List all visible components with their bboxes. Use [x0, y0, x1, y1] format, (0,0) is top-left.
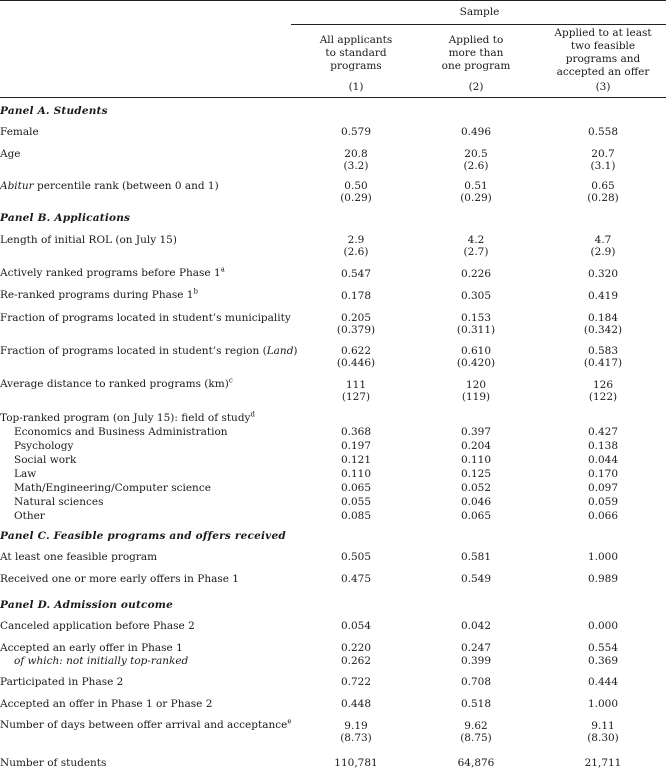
table-cell: 4.2: [467, 234, 485, 246]
table-cell: 111: [345, 379, 367, 391]
table-cell: 0.583: [587, 345, 619, 357]
row-label-text: Fraction of programs located in student’s region (: [0, 345, 267, 357]
panel-a-title: Panel A. Students: [0, 105, 108, 117]
table-cell-se: (0.446): [336, 357, 376, 369]
table-cell: 0.581: [460, 551, 492, 563]
col1-header: [291, 34, 421, 73]
table-cell: 0.305: [460, 290, 492, 302]
col1-header-line: All applicants: [319, 34, 393, 46]
table-cell: 0.622: [340, 345, 372, 357]
table-cell: 0.444: [587, 676, 619, 688]
table-cell: 0.059: [587, 496, 619, 508]
row-label-text: Re-ranked programs during Phase 1: [0, 289, 194, 301]
table-cell: 0.558: [587, 126, 619, 138]
table-cell: 0.170: [587, 468, 619, 480]
table-cell: 0.000: [587, 620, 619, 632]
row-label: Length of initial ROL (on July 15): [0, 234, 177, 246]
table-cell: 0.097: [587, 482, 619, 494]
table-cell: 0.226: [460, 268, 492, 280]
col3-header-line: two feasible: [570, 40, 636, 52]
table-cell: 0.153: [460, 312, 492, 324]
row-label: [0, 378, 233, 390]
header-bottom-rule: [0, 97, 666, 98]
table-cell: 0.369: [587, 655, 619, 667]
table-cell-se: (8.30): [587, 732, 619, 744]
row-label: Social work: [14, 454, 77, 466]
table-cell: 0.138: [587, 440, 619, 452]
row-label: [0, 289, 198, 301]
table-cell: 0.184: [587, 312, 619, 324]
row-label: Psychology: [14, 440, 74, 452]
row-label: Age: [0, 148, 21, 160]
row-label: [0, 345, 298, 357]
table-cell: 0.708: [460, 676, 492, 688]
table-cell: 0.51: [464, 180, 488, 192]
row-label: Accepted an early offer in Phase 1: [0, 642, 183, 654]
table-cell: 0.610: [460, 345, 492, 357]
table-cell-se: (2.7): [463, 246, 489, 258]
footnote-marker: e: [287, 717, 292, 726]
table-cell-se: (122): [588, 391, 618, 403]
table-cell: 20.8: [344, 148, 368, 160]
col2-header-line: one program: [441, 60, 511, 72]
col2-header: [411, 34, 541, 73]
table-cell: 0.518: [460, 698, 492, 710]
table-cell: 0.065: [340, 482, 372, 494]
row-label: [0, 719, 291, 731]
row-label-rest: percentile rank (between 0 and 1): [33, 180, 219, 192]
row-label: Accepted an offer in Phase 1 or Phase 2: [0, 698, 213, 710]
table-cell: 9.19: [344, 720, 368, 732]
col3-header-line: programs and: [565, 53, 641, 65]
col2-header-line: more than: [448, 47, 504, 59]
table-cell: 0.419: [587, 290, 619, 302]
table-cell: 20.7: [591, 148, 615, 160]
table-cell: 9.62: [464, 720, 488, 732]
table-cell: 2.9: [347, 234, 365, 246]
col3-header-line: Applied to at least: [554, 27, 652, 39]
row-label: Canceled application before Phase 2: [0, 620, 195, 632]
table-cell: 0.475: [340, 573, 372, 585]
col1-header-line: to standard: [325, 47, 387, 59]
row-label-italic: Abitur: [0, 180, 34, 192]
sample-underline: [291, 24, 666, 25]
table-cell: 0.178: [340, 290, 372, 302]
col2-header-line: Applied to: [448, 34, 504, 46]
table-cell: 0.262: [340, 655, 372, 667]
table-cell: 0.554: [587, 642, 619, 654]
col3-header: [538, 27, 666, 79]
table-cell: 110,781: [334, 757, 378, 769]
row-label-text: Top-ranked program (on July 15): field of study: [0, 412, 251, 424]
table-cell-se: (0.342): [583, 324, 623, 336]
table-cell-se: (0.29): [340, 192, 372, 204]
row-label-italic: Land: [266, 345, 294, 357]
table-cell-se: (119): [461, 391, 491, 403]
footnote-marker: b: [193, 287, 198, 296]
panel-d-title: Panel D. Admission outcome: [0, 599, 173, 611]
table-cell: 0.205: [340, 312, 372, 324]
table-cell-se: (0.28): [587, 192, 619, 204]
table-cell-se: (3.1): [590, 160, 616, 172]
table-cell-se: (0.311): [456, 324, 496, 336]
row-label: Law: [14, 468, 37, 480]
table-cell-se: (8.73): [340, 732, 372, 744]
panel-b-title: Panel B. Applications: [0, 212, 131, 224]
row-label: Economics and Business Administration: [14, 426, 228, 438]
table-cell: 4.7: [594, 234, 612, 246]
row-label: At least one feasible program: [0, 551, 158, 563]
sample-header: Sample: [459, 6, 500, 18]
col3-header-line: accepted an offer: [556, 66, 650, 78]
panel-c-title: Panel C. Feasible programs and offers received: [0, 530, 286, 542]
row-label: of which: not initially top-ranked: [14, 655, 189, 667]
table-cell-se: (3.2): [343, 160, 369, 172]
row-label-text: Actively ranked programs before Phase 1: [0, 267, 221, 279]
table-cell: 0.247: [460, 642, 492, 654]
table-cell: 64,876: [457, 757, 495, 769]
table-cell: 0.427: [587, 426, 619, 438]
table-cell: 0.125: [460, 468, 492, 480]
table-cell: 0.197: [340, 440, 372, 452]
col1-number: (1): [348, 81, 364, 93]
table-cell: 0.505: [340, 551, 372, 563]
row-label: Natural sciences: [14, 496, 104, 508]
table-cell: 0.220: [340, 642, 372, 654]
table-cell-se: (2.6): [463, 160, 489, 172]
table-cell: 0.085: [340, 510, 372, 522]
table-cell: 9.11: [591, 720, 615, 732]
table-cell: 0.204: [460, 440, 492, 452]
table-cell: 0.054: [340, 620, 372, 632]
table-cell-se: (0.417): [583, 357, 623, 369]
footnote-marker: c: [228, 376, 233, 385]
table-cell: 0.042: [460, 620, 492, 632]
table-cell: 0.722: [340, 676, 372, 688]
table-cell: 0.989: [587, 573, 619, 585]
table-cell-se: (2.9): [590, 246, 616, 258]
table-cell: 0.397: [460, 426, 492, 438]
table-cell: 20.5: [464, 148, 488, 160]
table-cell-se: (0.29): [460, 192, 492, 204]
row-label: Number of students: [0, 757, 107, 769]
table-cell: 0.121: [340, 454, 372, 466]
table-cell-se: (2.6): [343, 246, 369, 258]
row-label: [0, 267, 225, 279]
table-cell: 0.110: [340, 468, 372, 480]
table-cell: 1.000: [587, 698, 619, 710]
table-cell: 0.065: [460, 510, 492, 522]
table-cell-se: (0.420): [456, 357, 496, 369]
col2-number: (2): [468, 81, 484, 93]
col1-header-line: programs: [330, 60, 382, 72]
row-label: [0, 180, 219, 192]
table-cell: 0.549: [460, 573, 492, 585]
table-cell-se: (0.379): [336, 324, 376, 336]
table-cell: 0.448: [340, 698, 372, 710]
table-cell-se: (127): [341, 391, 371, 403]
footnote-marker: a: [220, 265, 225, 274]
table-cell: 0.50: [344, 180, 368, 192]
row-label: Math/Engineering/Computer science: [14, 482, 211, 494]
col3-number: (3): [595, 81, 611, 93]
row-label: Participated in Phase 2: [0, 676, 124, 688]
table-cell: 0.368: [340, 426, 372, 438]
row-label: [0, 412, 255, 424]
table-cell: 0.579: [340, 126, 372, 138]
row-label-end: ): [293, 345, 298, 357]
table-cell: 21,711: [584, 757, 622, 769]
table-cell: 0.055: [340, 496, 372, 508]
table-cell: 0.399: [460, 655, 492, 667]
table-cell: 0.496: [460, 126, 492, 138]
table-top-rule: [0, 0, 666, 1]
row-label: Fraction of programs located in student’s municipality: [0, 312, 291, 324]
table-cell: 0.066: [587, 510, 619, 522]
table-cell: 0.547: [340, 268, 372, 280]
table-cell: 1.000: [587, 551, 619, 563]
table-cell: 0.65: [591, 180, 615, 192]
table-cell: 0.046: [460, 496, 492, 508]
row-label: Received one or more early offers in Phase 1: [0, 573, 239, 585]
row-label-text: Number of days between offer arrival and acceptance: [0, 719, 288, 731]
table-cell: 0.320: [587, 268, 619, 280]
table-cell-se: (8.75): [460, 732, 492, 744]
table-cell: 126: [592, 379, 614, 391]
table-cell: 0.044: [587, 454, 619, 466]
row-label-text: Average distance to ranked programs (km): [0, 378, 229, 390]
footnote-marker: d: [250, 410, 255, 419]
table-cell: 0.110: [460, 454, 492, 466]
table-cell: 0.052: [460, 482, 492, 494]
row-label: Female: [0, 126, 39, 138]
row-label: Other: [14, 510, 45, 522]
table-cell: 120: [465, 379, 487, 391]
